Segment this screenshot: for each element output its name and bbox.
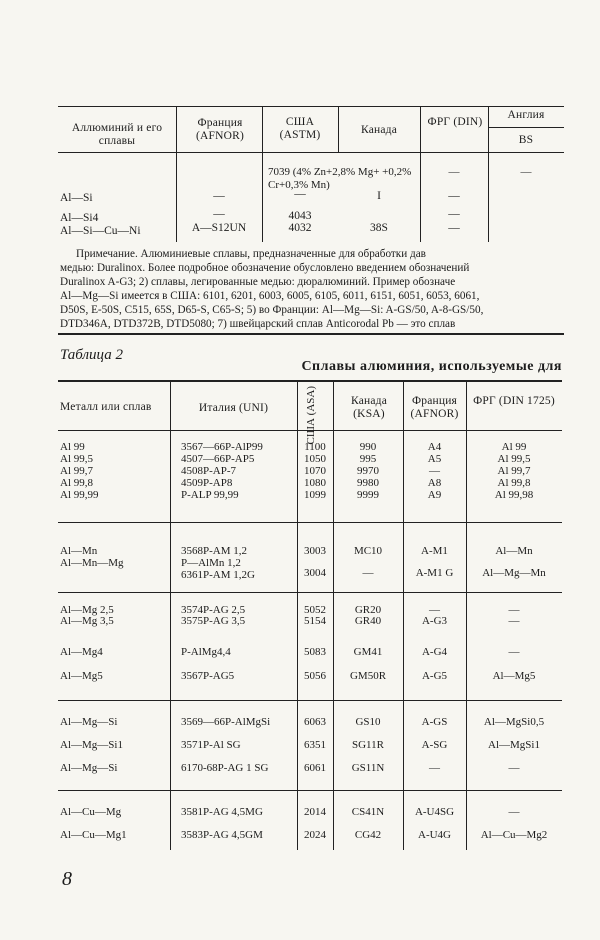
table1-note-line: Примечание. Алюминиевые сплавы, предназначенные для обработки дав (76, 248, 426, 260)
table2-usa-cell: 1080 (304, 477, 326, 489)
table2-france-cell: — (429, 604, 440, 616)
table2-italy-cell: 4508P-AP-7 (181, 465, 237, 477)
table2-metal-cell: Al—Cu—Mg1 (60, 829, 127, 841)
table2-canada-cell: SG11R (352, 739, 384, 751)
table2-usa-cell: 5052 (304, 604, 326, 616)
table2-metal-cell: Al—Mn (60, 545, 98, 557)
table1-top-bs: — (520, 166, 532, 178)
table1-header-usa: США (ASTM) (279, 116, 321, 141)
table2-header-italy: Италия (UNI) (198, 402, 269, 414)
table2-header-canada: Канада (KSA) (350, 395, 388, 420)
table2-label: Таблица 2 (60, 347, 123, 363)
table2-france-cell: A-U4G (418, 829, 451, 841)
table2-usa-cell: 5154 (304, 615, 326, 627)
table2-canada-cell: 9999 (357, 489, 379, 501)
table2-frg-cell: Al 99,98 (494, 489, 534, 501)
table1-header-frg: ФРГ (DIN) (427, 116, 483, 128)
table2-usa-cell: 6351 (304, 739, 326, 751)
table1-note-line: DTD346A, DTD372B, DTD5080; 7) швейцарский сплав Anticorodal Pb — это сплав (60, 318, 456, 330)
table2-canada-cell: — (362, 567, 374, 579)
table2-canada-cell: GR40 (354, 615, 382, 627)
table2-italy-cell: 3581P-AG 4,5MG (181, 806, 263, 818)
page-number: 8 (62, 868, 72, 890)
table2-italy-cell: 4509P-AP8 (181, 477, 233, 489)
table2-canada-cell: 990 (359, 441, 377, 453)
table2-frg-cell: — (508, 615, 520, 627)
table2-italy-cell: 3569—66P-AlMgSi (181, 716, 271, 728)
table2-metal-cell: Al—Mg—Si (60, 762, 118, 774)
table1-row-usa: 4032 (288, 222, 312, 234)
table1-note-line: Duralinox A-G3; 2) сплавы, легированные медью: дюралюминий. Пример обозначе (60, 276, 456, 288)
table2-france-cell: A-M1 G (415, 567, 454, 579)
table1-row-frg: — (448, 208, 460, 220)
table2-metal-cell: Al 99,7 (60, 465, 93, 477)
table2-title: Сплавы алюминия, используемые для (301, 359, 562, 374)
table2-italy-cell: 3567—66P-AlP99 (181, 441, 263, 453)
table1-note-line: медью: Duralinox. Более подробное обозначение обусловлено введением обозначений (60, 262, 470, 274)
table2-france-cell: A4 (427, 441, 442, 453)
table2-france-cell: A-G5 (421, 670, 448, 682)
table1-header-england: Англия (507, 109, 545, 121)
table2-canada-cell: GS10 (355, 716, 381, 728)
table2-italy-cell: 3568P-AM 1,2 (181, 545, 248, 557)
table2-usa-cell: 1070 (304, 465, 326, 477)
table1-bottom-rule (58, 333, 564, 335)
table2-canada-cell: GM50R (349, 670, 387, 682)
table2-frg-cell: Al 99 (501, 441, 527, 453)
table2-italy-cell: 6361P-AM 1,2G (181, 569, 255, 581)
table2-italy-cell: 3583P-AG 4,5GM (181, 829, 263, 841)
table2-usa-cell: 1100 (304, 441, 326, 453)
table1-row-france: A—S12UN (191, 222, 247, 234)
table1-row-name: Al—Si4 (60, 212, 99, 224)
table2-usa-cell: 3003 (304, 545, 326, 557)
table1-row-name: Al—Si (60, 192, 93, 204)
table2-frg-cell: Al—Mg5 (492, 670, 536, 682)
table1-header-france: Франция (AFNOR) (195, 117, 245, 142)
table2-france-cell: A-M1 (421, 545, 448, 557)
table1-header-canada: Канада (360, 124, 398, 136)
table2-top-rule (58, 380, 562, 382)
table2-france-cell: A-GS (421, 716, 448, 728)
table2-france-cell: A8 (427, 477, 442, 489)
table1-row-frg: — (448, 190, 460, 202)
table2-metal-cell: Al—Mg 3,5 (60, 615, 114, 627)
table2-canada-cell: CS41N (351, 806, 385, 818)
table2-frg-cell: — (508, 604, 520, 616)
table1-row-canada: I (377, 190, 381, 202)
table2-canada-cell: CG42 (354, 829, 382, 841)
table2-frg-cell: Al—Cu—Mg2 (480, 829, 548, 841)
table2-frg-cell: — (508, 762, 520, 774)
table2-canada-cell: GM41 (353, 646, 383, 658)
table2-canada-cell: 9970 (357, 465, 379, 477)
table2-usa-cell: 5056 (304, 670, 326, 682)
table1-note-line: D50S, E-50S, C515, 65S, D65-S, C65-S; 5) во Франции: Al—Mg—Si: A-GS/50, A-8-GS/50, (60, 304, 484, 316)
table2-canada-cell: 9980 (357, 477, 379, 489)
table1-row-usa: 4043 (288, 210, 312, 222)
table2-metal-cell: Al 99,8 (60, 477, 93, 489)
table1-row-frg: — (448, 222, 460, 234)
table2-france-cell: A9 (427, 489, 442, 501)
table2-usa-cell: 6063 (304, 716, 326, 728)
table2-italy-cell: P-AlMg4,4 (181, 646, 231, 658)
table2-italy-cell: 4507—66P-AP5 (181, 453, 255, 465)
table2-italy-cell: P—AlMn 1,2 (181, 557, 241, 569)
table2-frg-cell: Al 99,8 (497, 477, 531, 489)
table2-metal-cell: Al—Mn—Mg (60, 557, 124, 569)
table2-france-cell: A5 (427, 453, 442, 465)
table2-italy-cell: 3567P-AG5 (181, 670, 235, 682)
table1-usa-7039: 7039 (4% Zn+2,8% Mg+ +0,2% Cr+0,3% Mn) (268, 166, 412, 191)
table1-row-canada: 38S (370, 222, 388, 234)
table2-frg-cell: Al 99,7 (497, 465, 531, 477)
table2-france-cell: — (429, 762, 440, 774)
table2-metal-cell: Al—Mg5 (60, 670, 103, 682)
table2-italy-cell: 3571P-Al SG (181, 739, 241, 751)
table1-header-metal: Аллюминий и его сплавы (71, 122, 163, 147)
table2-header-usa: США (ASA) (305, 386, 317, 445)
table2-canada-cell: 995 (359, 453, 377, 465)
table2-frg-cell: Al—Mn (495, 545, 533, 557)
table1-top-frg: — (448, 166, 460, 178)
table2-metal-cell: Al—Mg—Si1 (60, 739, 123, 751)
table2-frg-cell: Al—MgSi1 (488, 739, 540, 751)
table2-frg-cell: — (508, 806, 520, 818)
table2-france-cell: A-SG (421, 739, 448, 751)
table2-frg-cell: Al 99,5 (497, 453, 531, 465)
table2-usa-cell: 6061 (304, 762, 326, 774)
table1-row-france: — (213, 208, 225, 220)
table2-usa-cell: 1099 (304, 489, 326, 501)
table2-metal-cell: Al 99,5 (60, 453, 93, 465)
table2-france-cell: A-G4 (421, 646, 448, 658)
table2-metal-cell: Al 99 (60, 441, 85, 453)
table2-italy-cell: 3574P-AG 2,5 (181, 604, 246, 616)
table2-usa-cell: 2014 (304, 806, 326, 818)
table2-france-cell: A-G3 (421, 615, 448, 627)
table2-canada-cell: GS11N (351, 762, 385, 774)
table2-canada-cell: MC10 (353, 545, 383, 557)
table2-metal-cell: Al—Mg—Si (60, 716, 118, 728)
table2-italy-cell: 6170-68P-AG 1 SG (181, 762, 269, 774)
table1-row-france: — (213, 190, 225, 202)
table2-metal-cell: Al—Cu—Mg (60, 806, 122, 818)
table2-usa-cell: 1050 (304, 453, 326, 465)
table2-usa-cell: 2024 (304, 829, 326, 841)
table2-usa-cell: 5083 (304, 646, 326, 658)
table2-header-frg: ФРГ (DIN 1725) (473, 395, 555, 407)
table2-metal-cell: Al—Mg 2,5 (60, 604, 114, 616)
table2-france-cell: — (429, 465, 440, 477)
table2-italy-cell: P-ALP 99,99 (181, 489, 239, 501)
table2-frg-cell: Al—Mg—Mn (482, 567, 546, 579)
table2-frg-cell: Al—MgSi0,5 (483, 716, 545, 728)
table2-frg-cell: — (508, 646, 520, 658)
table2-metal-cell: Al—Mg4 (60, 646, 103, 658)
table2-header-metal: Металл или сплав (60, 401, 152, 413)
table1-note-line: Al—Mg—Si имеется в США: 6101, 6201, 6003, 6005, 6105, 6011, 6151, 6051, 6053, 6061, (60, 290, 480, 302)
table2-header-france: Франция (AFNOR) (410, 395, 459, 420)
table2-usa-cell: 3004 (304, 567, 326, 579)
table2-canada-cell: GR20 (354, 604, 382, 616)
table1-england-rule (488, 127, 564, 128)
table2-italy-cell: 3575P-AG 3,5 (181, 615, 246, 627)
table2-metal-cell: Al 99,99 (60, 489, 99, 501)
table2-france-cell: A-U4SG (414, 806, 455, 818)
table1-row-name: Al—Si—Cu—Ni (60, 225, 141, 237)
table1-header-bs: BS (518, 134, 534, 146)
table1-row-usa: — (294, 188, 306, 200)
